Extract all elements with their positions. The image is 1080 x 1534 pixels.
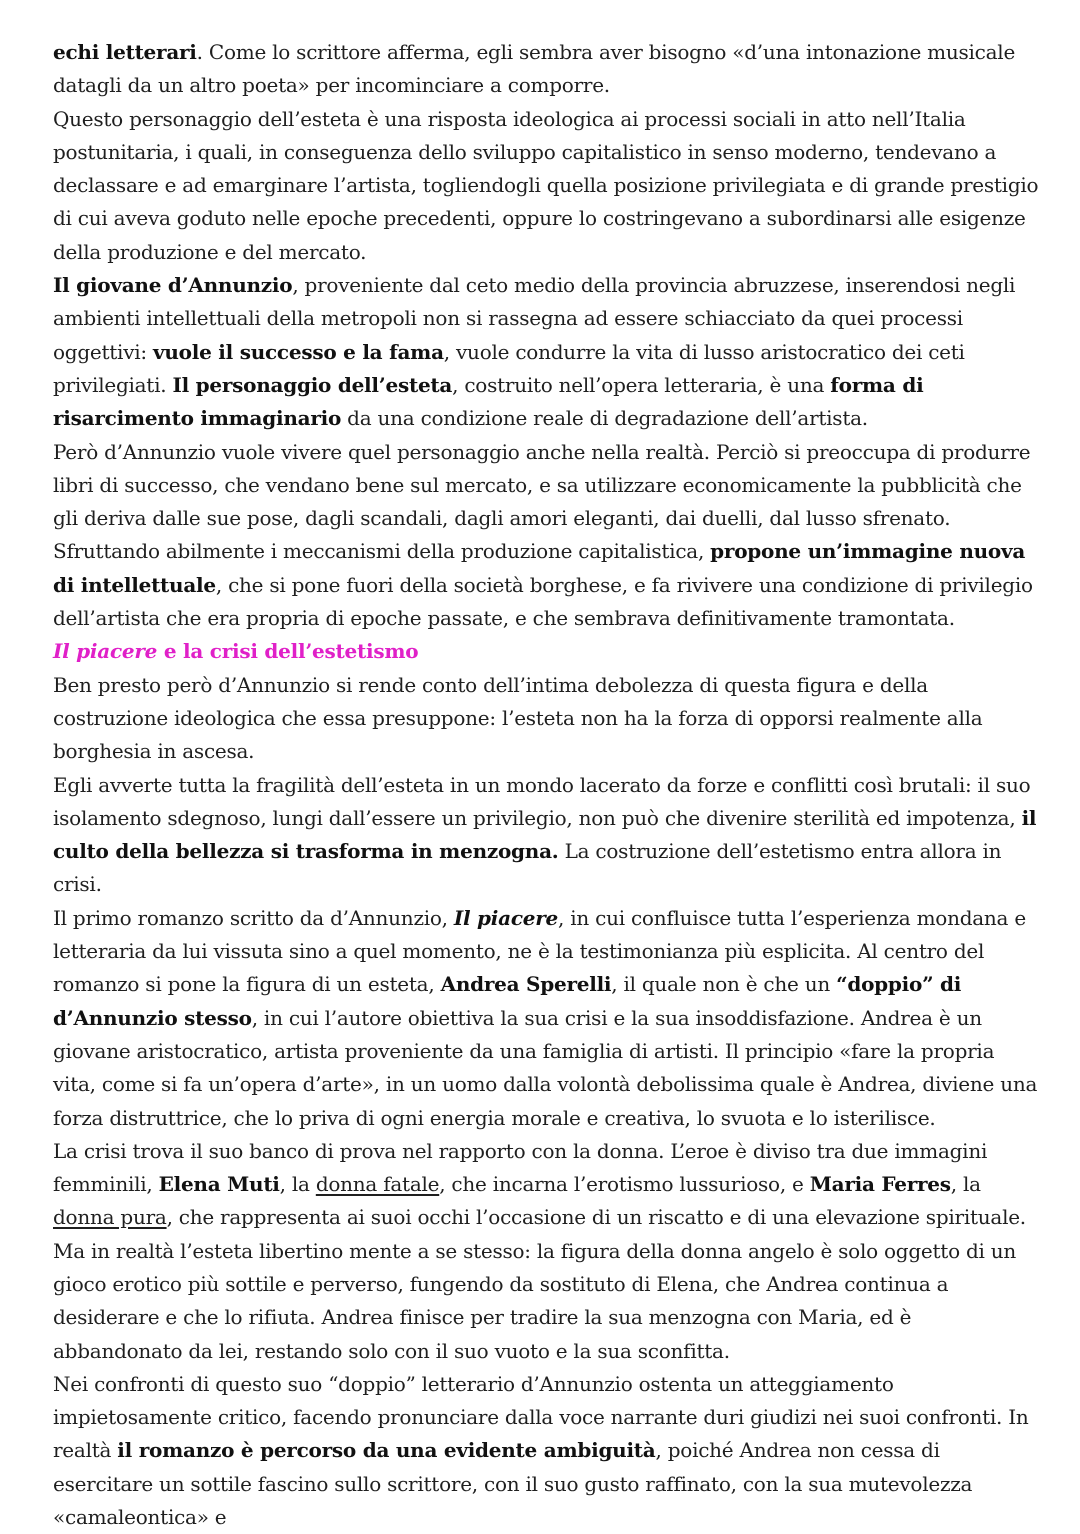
- text-run: , il quale non è che un: [611, 972, 837, 997]
- bold-phrase: “doppio” di d’Annunzio stesso: [53, 972, 962, 1030]
- paragraph-3: [53, 269, 1043, 435]
- underlined-phrase: donna fatale: [315, 1172, 440, 1197]
- text-run: , che rappresenta ai suoi occhi l’occasione di un riscatto e di una elevazione spirituale. Ma in realtà l’esteta libertino mente a se stesso: la figura della donna angelo è solo oggetto di un gioco erotico più sottile e perverso, fungendo da sostituto di Elena, che Andrea continua a desiderare e che lo rifiuta. Andrea finisce per tradire la sua menzogna con Maria, ed è abbandonato da lei, restando solo con il suo vuoto e la sua sconfitta.: [53, 1205, 1026, 1363]
- italic-title: Il piacere: [453, 905, 559, 930]
- document-page: [53, 36, 1043, 1534]
- section-heading: [53, 635, 1043, 668]
- bold-phrase: echi letterari: [53, 40, 197, 64]
- bold-italic-title: [454, 906, 558, 930]
- text-run: , in cui l’autore obiettiva la sua crisi e la sua insoddisfazione. Andrea è un giovane aristocratico, artista proveniente da una famiglia di artisti. Il principio «fare la propria vita, come si fa un’opera d’arte», in un uomo dalla volontà debolissima quale è Andrea, diviene una forza distruttrice, che lo priva di ogni energia morale e creativa, lo svuota e lo isterilisce.: [53, 1005, 1038, 1130]
- text-run: , costruito nell’opera letteraria, è una: [452, 372, 831, 397]
- text-run: , la: [279, 1172, 316, 1197]
- text-run: Nei confronti di questo suo “doppio” letterario d’Annunzio ostenta un atteggiamento impietosamente critico, facendo pronunciare dalla voce narrante duri giudizi nei suoi confronti. In realtà: [53, 1371, 1029, 1463]
- paragraph-9: [53, 1368, 1043, 1534]
- paragraph-6: [53, 769, 1043, 902]
- text-run: Il primo romanzo scritto da d’Annunzio,: [53, 905, 454, 930]
- text-run: La costruzione dell’estetismo entra allora in crisi.: [53, 839, 1002, 897]
- bold-phrase: vuole il successo e la fama: [153, 339, 444, 364]
- text-run: , poiché Andrea non cessa di esercitare un sottile fascino sullo scrittore, con il suo gusto raffinato, con la sua mutevolezza «camaleontica» e: [53, 1438, 973, 1530]
- text-run: , che incarna l’erotismo lussurioso, e: [439, 1172, 810, 1197]
- paragraph-4: [53, 436, 1043, 636]
- text-run: La crisi trova il suo banco di prova nel rapporto con la donna. L’eroe è diviso tra due immagini femminili,: [53, 1138, 988, 1197]
- text-run: Questo personaggio dell’esteta è una risposta ideologica ai processi sociali in atto nell’Italia postunitaria, i quali, in conseguenza dello sviluppo capitalistico in senso moderno, tendevano a declassare e ad emarginare l’artista, togliendogli quella posizione privilegiata e di grande prestigio di cui aveva goduto nelle epoche precedenti, oppure lo costringevano a subordinarsi alle esigenze della produzione e del mercato.: [53, 106, 1039, 264]
- paragraph-2: [53, 103, 1043, 269]
- paragraph-7: [53, 902, 1043, 1135]
- underlined-phrase: donna pura: [53, 1205, 167, 1230]
- paragraph-8: [53, 1135, 1043, 1368]
- text-run: , in cui confluisce tutta l’esperienza mondana e letteraria da lui vissuta sino a quel momento, ne è la testimonianza più esplicita. Al centro del romanzo si pone la figura di un esteta,: [53, 905, 1026, 997]
- bold-phrase: il culto della bellezza si trasforma in menzogna.: [53, 805, 1037, 864]
- bold-phrase: Il giovane d’Annunzio: [53, 273, 293, 298]
- text-run: , proveniente dal ceto medio della provincia abruzzese, inserendosi negli ambienti intellettuali della metropoli non si rassegna ad essere schiacciato da quei processi oggettivi:: [53, 273, 1016, 364]
- text-run: Però d’Annunzio vuole vivere quel personaggio anche nella realtà. Perciò si preoccupa di produrre libri di successo, che vendano bene sul mercato, e sa utilizzare economicamente la pubblicità che gli deriva dalle sue pose, dagli scandali, dagli amori eleganti, dai duelli, dal lusso sfrenato. Sfruttando abilmente i meccanismi della produzione capitalistica,: [53, 439, 1031, 564]
- bold-phrase: Il personaggio dell’esteta: [172, 372, 453, 397]
- text-run: , che si pone fuori della società borghese, e fa rivivere una condizione di privilegio dell’artista che era propria di epoche passate, e che sembrava definitivamente tramontata.: [53, 572, 1033, 631]
- text-run: Egli avverte tutta la fragilità dell’esteta in un mondo lacerato da forze e conflitti così brutali: il suo isolamento sdegnoso, lungi dall’essere un privilegio, non può che divenire sterilità ed impotenza,: [53, 772, 1031, 830]
- text-run: da una condizione reale di degradazione dell’artista.: [341, 406, 868, 431]
- bold-phrase: Maria Ferres: [809, 1172, 951, 1197]
- paragraph-5: [53, 669, 1043, 769]
- text-run: Ben presto però d’Annunzio si rende conto dell’intima debolezza di questa figura e della costruzione ideologica che essa presuppone: l’esteta non ha la forza di opporsi realmente alla borghesia in ascesa.: [53, 672, 983, 764]
- bold-phrase: propone un’immagine nuova di intellettuale: [53, 539, 1026, 597]
- bold-phrase: Elena Muti: [158, 1172, 280, 1197]
- paragraph-1: [53, 36, 1043, 103]
- bold-phrase: Andrea Sperelli: [440, 972, 612, 997]
- heading-text: e la crisi dell’estetismo: [157, 639, 419, 664]
- bold-phrase: forma di risarcimento immaginario: [53, 372, 924, 431]
- text-run: . Come lo scrittore afferma, egli sembra aver bisogno «d’una intonazione musicale datagli da un altro poeta» per incominciare a comporre.: [53, 40, 1016, 98]
- text-run: , vuole condurre la vita di lusso aristocratico dei ceti privilegiati.: [53, 339, 965, 397]
- bold-phrase: il romanzo è percorso da una evidente ambiguità: [117, 1438, 656, 1463]
- heading-italic-title: Il piacere: [53, 639, 158, 664]
- text-run: , la: [950, 1172, 981, 1197]
